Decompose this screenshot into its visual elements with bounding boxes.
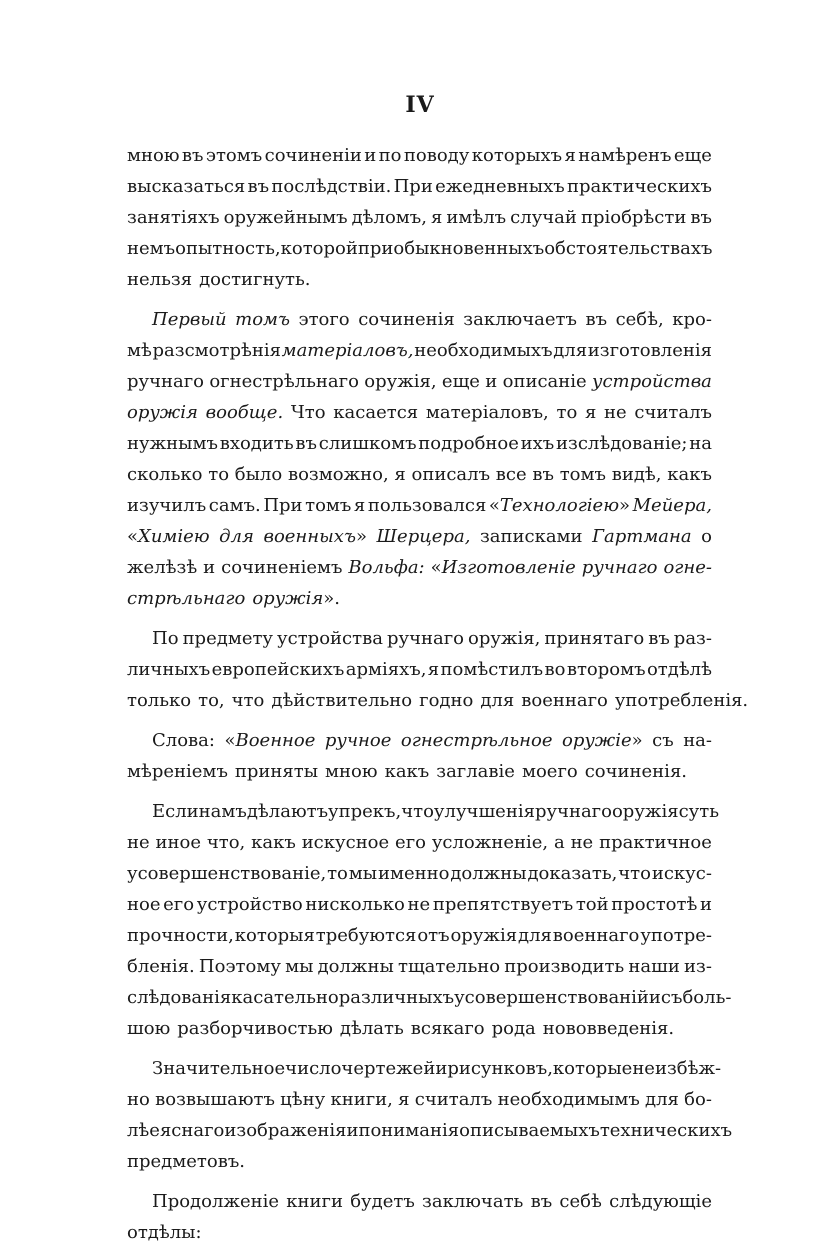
word: на xyxy=(689,433,712,454)
word: описалъ xyxy=(411,464,491,485)
word: самъ. xyxy=(208,495,261,516)
text-line xyxy=(127,1084,712,1115)
word: и xyxy=(485,371,498,392)
word: ное xyxy=(127,894,161,915)
word: неизбѣж- xyxy=(632,1058,722,1079)
word: практическихъ xyxy=(567,176,712,197)
word: требуются xyxy=(315,925,417,946)
word: и xyxy=(364,145,377,166)
text-line xyxy=(127,366,712,397)
text-line xyxy=(127,654,712,685)
word: для xyxy=(553,340,588,361)
word: препятствуетъ xyxy=(432,894,574,915)
word: не xyxy=(407,894,431,915)
word: огне- xyxy=(663,557,712,578)
word: послѣдствiи. xyxy=(271,176,392,197)
word: пониманiя xyxy=(358,1120,460,1141)
word: тщательно xyxy=(397,956,501,977)
word: Если xyxy=(152,801,199,822)
word: оружiя, xyxy=(364,371,437,392)
text-line xyxy=(127,233,712,264)
text-line xyxy=(127,858,712,889)
word: слѣдованiя xyxy=(127,987,232,1008)
text-line xyxy=(127,397,712,428)
word: бо- xyxy=(684,1089,712,1110)
word: записками xyxy=(479,526,583,547)
word: для xyxy=(518,925,552,946)
text-line xyxy=(127,1053,722,1084)
word: дѣйствительно xyxy=(271,690,413,711)
word: описываемыхъ xyxy=(459,1120,600,1141)
word: второмъ xyxy=(566,659,646,680)
word: случай xyxy=(510,207,577,228)
text-line xyxy=(127,889,712,920)
word: было xyxy=(234,464,283,485)
word: моего xyxy=(521,761,578,782)
word: оружiя xyxy=(450,925,518,946)
word: дѣлать xyxy=(339,1018,404,1039)
word: высказаться xyxy=(127,176,246,197)
word: число xyxy=(285,1058,342,1079)
word: дѣломъ, xyxy=(351,207,427,228)
word: принятаго xyxy=(544,628,645,649)
word: считалъ xyxy=(414,1089,493,1110)
word: матерiаловъ, xyxy=(425,402,549,423)
word: устройства xyxy=(277,628,383,649)
word: раз- xyxy=(673,628,712,649)
word: искус- xyxy=(651,863,712,884)
word: что, xyxy=(206,832,246,853)
word: я xyxy=(564,145,576,166)
word: заглавiе xyxy=(436,761,515,782)
text-line xyxy=(127,140,712,171)
word: обыкновенныхъ xyxy=(393,238,545,259)
word: отъ xyxy=(417,925,450,946)
word: въ xyxy=(532,464,554,485)
word: подробное xyxy=(418,433,519,454)
word: какъ xyxy=(667,464,712,485)
word: только xyxy=(127,690,192,711)
word: намъ xyxy=(198,801,247,822)
word: и xyxy=(648,987,661,1008)
word: мною xyxy=(325,761,378,782)
word: прочности, xyxy=(127,925,234,946)
word: ручнаго xyxy=(127,371,205,392)
word: себѣ xyxy=(559,1191,602,1212)
word: должны xyxy=(317,956,394,977)
word: улучшенiя xyxy=(433,801,535,822)
word: книги xyxy=(286,1191,343,1212)
word: Гартмана xyxy=(592,526,692,547)
word: оружiя xyxy=(127,402,198,423)
word: сочиненiя xyxy=(358,309,455,330)
word: той xyxy=(575,894,609,915)
word: заключаетъ xyxy=(463,309,577,330)
word: ручнаго xyxy=(386,628,464,649)
word: прiобрѣсти xyxy=(580,207,687,228)
word: техническихъ xyxy=(599,1120,733,1141)
word: для xyxy=(480,690,515,711)
word: возможно, xyxy=(287,464,389,485)
word: а xyxy=(553,832,565,853)
word: Значительное xyxy=(152,1058,286,1079)
word: ручнаго xyxy=(534,801,612,822)
word: мы xyxy=(348,863,378,884)
text-line xyxy=(127,583,712,614)
word: чертежей xyxy=(341,1058,436,1079)
word: употребленiя. xyxy=(614,690,749,711)
text-line xyxy=(127,1217,712,1248)
word: въ xyxy=(181,145,204,166)
word: въ xyxy=(247,176,270,197)
word: то, xyxy=(198,690,225,711)
word: пользовался xyxy=(367,495,487,516)
word: шою xyxy=(127,1018,171,1039)
word: касательно xyxy=(231,987,339,1008)
word: и xyxy=(203,557,216,578)
word: яснаго xyxy=(159,1120,225,1141)
word: для xyxy=(219,526,254,547)
text-line xyxy=(127,490,712,521)
word: я xyxy=(431,207,443,228)
word: и xyxy=(435,1058,448,1079)
word: По xyxy=(152,628,179,649)
word: рисунковъ, xyxy=(447,1058,553,1079)
body-text xyxy=(127,140,749,1248)
word: достигнуть. xyxy=(199,269,311,290)
word: сочиненiемъ xyxy=(221,557,343,578)
word: то xyxy=(556,402,578,423)
word: искусное xyxy=(301,832,390,853)
word: которой xyxy=(280,238,358,259)
word: наши xyxy=(628,956,680,977)
text-line xyxy=(127,171,712,202)
word: не xyxy=(127,832,150,853)
word: иное xyxy=(155,832,201,853)
word: какъ xyxy=(251,832,296,853)
word: отдѣлѣ xyxy=(646,659,712,680)
word: личныхъ xyxy=(127,659,211,680)
word: «Изготовленiе xyxy=(430,557,576,578)
word: которые xyxy=(552,1058,633,1079)
paragraph-gap xyxy=(127,614,712,623)
word: себѣ, xyxy=(615,309,664,330)
word: усовершенствованiй xyxy=(454,987,649,1008)
word: доказать, xyxy=(527,863,618,884)
word: из- xyxy=(684,956,712,977)
paragraph-gap xyxy=(127,295,712,304)
word: видѣ, xyxy=(611,464,662,485)
word: Первый xyxy=(152,309,227,330)
word: усложненiе, xyxy=(431,832,549,853)
word: немъ xyxy=(127,238,176,259)
word: дѣлаютъ xyxy=(246,801,329,822)
word: этомъ xyxy=(205,145,263,166)
word: занятiяхъ xyxy=(127,207,220,228)
word: въ xyxy=(585,309,608,330)
word: военнаго xyxy=(521,690,608,711)
word: усовершенствованiе, xyxy=(127,863,327,884)
word: именно xyxy=(377,863,450,884)
word: имѣлъ xyxy=(446,207,507,228)
word: въ xyxy=(530,1191,553,1212)
text-line xyxy=(127,1013,712,1044)
text-line xyxy=(127,521,712,552)
word: желѣзѣ xyxy=(127,557,198,578)
word: разсмотрѣнiя xyxy=(152,340,281,361)
word: томъ xyxy=(235,309,290,330)
word: его xyxy=(395,832,426,853)
word: необходимымъ xyxy=(497,1089,640,1110)
word: обстоятельствахъ xyxy=(544,238,713,259)
word: я xyxy=(394,464,406,485)
word: нисколько xyxy=(305,894,405,915)
word: нужнымъ xyxy=(127,433,218,454)
word: нововведенiя. xyxy=(542,1018,675,1039)
word: изготовленiя xyxy=(587,340,712,361)
word: огнестрѣльнаго xyxy=(209,371,359,392)
word: необходимыхъ xyxy=(414,340,553,361)
word: въ xyxy=(648,628,670,649)
word: поводу xyxy=(403,145,470,166)
word: должны xyxy=(450,863,527,884)
word: еще xyxy=(441,371,480,392)
word: съ xyxy=(652,730,674,751)
word: «Технологiею» xyxy=(488,495,631,516)
word: слѣдующiе xyxy=(609,1191,712,1212)
word: разборчивостью xyxy=(177,1018,333,1039)
word: съ xyxy=(660,987,683,1008)
text-line xyxy=(127,264,712,295)
word: нельзя xyxy=(127,269,193,290)
text-line xyxy=(127,920,712,951)
word: Слова: xyxy=(152,730,215,751)
word: для xyxy=(645,1089,679,1110)
text-line xyxy=(127,1115,733,1146)
word: При xyxy=(393,176,433,197)
word: этого xyxy=(298,309,350,330)
word: военнаго xyxy=(552,925,640,946)
text-line xyxy=(127,951,712,982)
word: будетъ xyxy=(350,1191,415,1212)
word: предметовъ. xyxy=(127,1151,246,1172)
word: Что xyxy=(290,402,326,423)
word: отдѣлы: xyxy=(127,1222,202,1243)
word: приняты xyxy=(234,761,319,782)
text-line xyxy=(127,202,712,233)
word: то xyxy=(327,863,348,884)
word: мы xyxy=(285,956,314,977)
word: мѣ xyxy=(127,340,152,361)
word: то xyxy=(208,464,230,485)
word: я xyxy=(427,659,440,680)
word: Поэтому xyxy=(198,956,281,977)
word: сочиненiя. xyxy=(584,761,688,782)
word: При xyxy=(263,495,303,516)
word: я xyxy=(398,1089,410,1110)
word: какъ xyxy=(384,761,430,782)
word: Вольфа: xyxy=(348,557,425,578)
word: въ xyxy=(295,433,317,454)
text-line xyxy=(127,756,712,787)
word: оружейнымъ xyxy=(223,207,348,228)
word: о xyxy=(701,526,712,547)
word: возвышаютъ xyxy=(155,1089,275,1110)
word: лѣе xyxy=(127,1120,160,1141)
page-number: IV xyxy=(405,92,435,118)
paragraph-gap xyxy=(127,716,712,725)
word: оружiе» xyxy=(561,730,643,751)
word: и xyxy=(346,1120,359,1141)
word: по xyxy=(378,145,402,166)
word: предмету xyxy=(182,628,274,649)
word: еще xyxy=(673,145,712,166)
word: Шерцера, xyxy=(376,526,471,547)
word: стрѣльнаго xyxy=(127,588,246,609)
word: армiяхъ, xyxy=(345,659,427,680)
word: упрекъ, xyxy=(328,801,402,822)
word: которыя xyxy=(234,925,315,946)
word: простотѣ xyxy=(611,894,698,915)
text-line xyxy=(127,685,749,716)
word: производить xyxy=(504,956,625,977)
word: входить xyxy=(219,433,294,454)
word: я xyxy=(353,495,366,516)
word: оружiя, xyxy=(467,628,541,649)
word: которыхъ xyxy=(471,145,563,166)
word: ихъ xyxy=(520,433,555,454)
word: изслѣдованiе; xyxy=(556,433,688,454)
text-line xyxy=(127,982,732,1013)
word: боль- xyxy=(682,987,732,1008)
word: мною xyxy=(127,145,180,166)
word: въ xyxy=(690,207,712,228)
word: опытность, xyxy=(175,238,281,259)
word: описанiе xyxy=(502,371,587,392)
word: касается xyxy=(333,402,419,423)
word: европейскихъ xyxy=(211,659,345,680)
word: считалъ xyxy=(634,402,712,423)
text-line xyxy=(127,796,720,827)
word: огнестрѣльное xyxy=(400,730,553,751)
word: «Химiею xyxy=(127,526,210,547)
word: ежедневныхъ xyxy=(435,176,565,197)
word: различныхъ xyxy=(338,987,455,1008)
text-line xyxy=(127,552,712,583)
word: оружiя xyxy=(611,801,679,822)
word: что xyxy=(618,863,651,884)
word: употре- xyxy=(640,925,712,946)
word: военныхъ» xyxy=(263,526,367,547)
word: на- xyxy=(683,730,712,751)
word: не xyxy=(570,832,594,853)
word: во xyxy=(544,659,566,680)
word: кро- xyxy=(672,309,712,330)
word: заключать xyxy=(422,1191,524,1212)
text-line xyxy=(127,304,712,335)
word: суть xyxy=(678,801,720,822)
word: что xyxy=(401,801,434,822)
word: «Военное xyxy=(224,730,316,751)
word: книги, xyxy=(330,1089,393,1110)
word: но xyxy=(127,1089,150,1110)
word: томъ xyxy=(305,495,352,516)
word: годно xyxy=(419,690,474,711)
word: мѣренiемъ xyxy=(127,761,228,782)
word: бленiя. xyxy=(127,956,195,977)
word: слишкомъ xyxy=(318,433,417,454)
text-line xyxy=(127,335,712,366)
word: и xyxy=(699,894,712,915)
word: все xyxy=(495,464,527,485)
word: ручнаго xyxy=(581,557,658,578)
word: вообще. xyxy=(205,402,284,423)
text-line xyxy=(127,623,712,654)
text-line xyxy=(127,428,712,459)
word: оружiя». xyxy=(252,588,341,609)
word: при xyxy=(357,238,394,259)
paragraph-gap xyxy=(127,1177,712,1186)
text-line xyxy=(127,827,712,858)
word: устройства xyxy=(592,371,712,392)
word: устройство xyxy=(196,894,303,915)
word: сколько xyxy=(127,464,203,485)
word: ручное xyxy=(324,730,392,751)
word: его xyxy=(163,894,195,915)
paragraph-gap xyxy=(127,787,712,796)
text-line xyxy=(127,1146,712,1177)
word: Продолженiе xyxy=(152,1191,280,1212)
word: томъ xyxy=(559,464,606,485)
word: практичное xyxy=(599,832,712,853)
word: сочиненiи xyxy=(264,145,362,166)
text-line xyxy=(127,725,712,756)
word: матерiаловъ, xyxy=(281,340,414,361)
word: всякаго xyxy=(410,1018,485,1039)
word: изучилъ xyxy=(127,495,207,516)
word: цѣну xyxy=(280,1089,326,1110)
word: рода xyxy=(491,1018,536,1039)
word: Мейера, xyxy=(632,495,712,516)
word: помѣстилъ xyxy=(440,659,544,680)
word: что xyxy=(231,690,265,711)
word: намѣренъ xyxy=(578,145,672,166)
text-line xyxy=(127,459,712,490)
word: изображенiя xyxy=(224,1120,347,1141)
word: я xyxy=(584,402,597,423)
word: не xyxy=(604,402,627,423)
paragraph-gap xyxy=(127,1044,712,1053)
